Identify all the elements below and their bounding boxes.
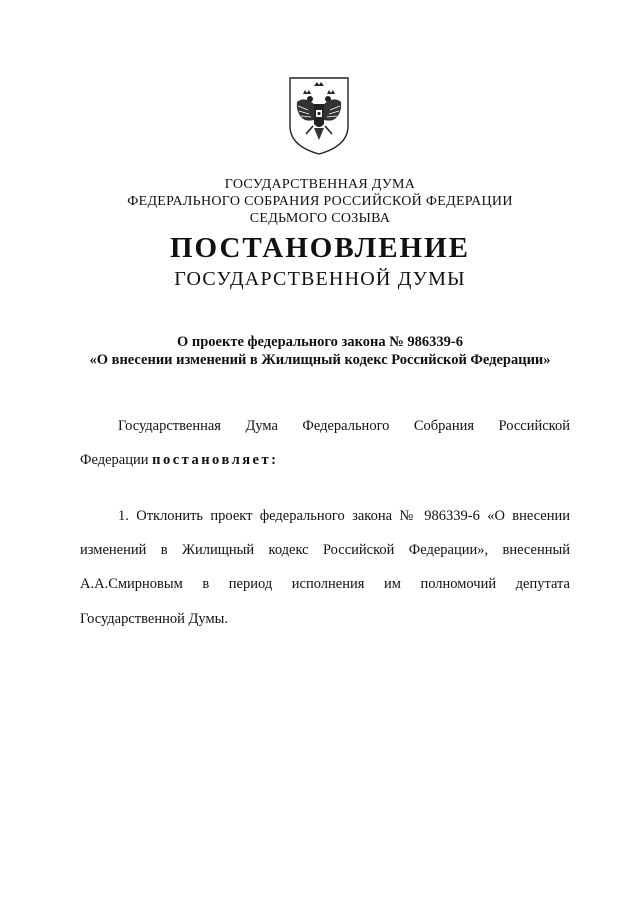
emblem-double-headed-eagle-icon bbox=[284, 74, 354, 156]
document-title: ПОСТАНОВЛЕНИЕ bbox=[169, 232, 470, 264]
item-1-line-1: 1. Отклонить проект федерального закона № 986339-6 «О внесении bbox=[118, 508, 570, 524]
subject-line-bill-title: «О внесении изменений в Жилищный кодекс Российской Федерации» bbox=[89, 352, 551, 368]
item-1-line-3: А.А.Смирновым в период исполнения им полномочий депутата bbox=[80, 576, 570, 592]
resolves-keyword: постановляет: bbox=[152, 452, 279, 468]
header-line-convocation: СЕДЬМОГО СОЗЫВА bbox=[249, 211, 391, 226]
item-1-line-4: Государственной Думы. bbox=[80, 611, 228, 627]
preamble-line-2 bbox=[80, 452, 570, 469]
header-line-state-duma: ГОСУДАРСТВЕННАЯ ДУМА bbox=[224, 177, 416, 192]
header-line-federal-assembly: ФЕДЕРАЛЬНОГО СОБРАНИЯ РОССИЙСКОЙ ФЕДЕРАЦИИ bbox=[127, 194, 513, 209]
document-subtitle: ГОСУДАРСТВЕННОЙ ДУМЫ bbox=[174, 268, 466, 290]
preamble-line-1: Государственная Дума Федерального Собрания Российской bbox=[118, 418, 570, 434]
preamble-federation-text: Федерации bbox=[80, 452, 153, 468]
item-1-line-2: изменений в Жилищный кодекс Российской Федерации», внесенный bbox=[80, 542, 570, 558]
subject-line-bill-number: О проекте федерального закона № 986339-6 bbox=[176, 334, 464, 350]
